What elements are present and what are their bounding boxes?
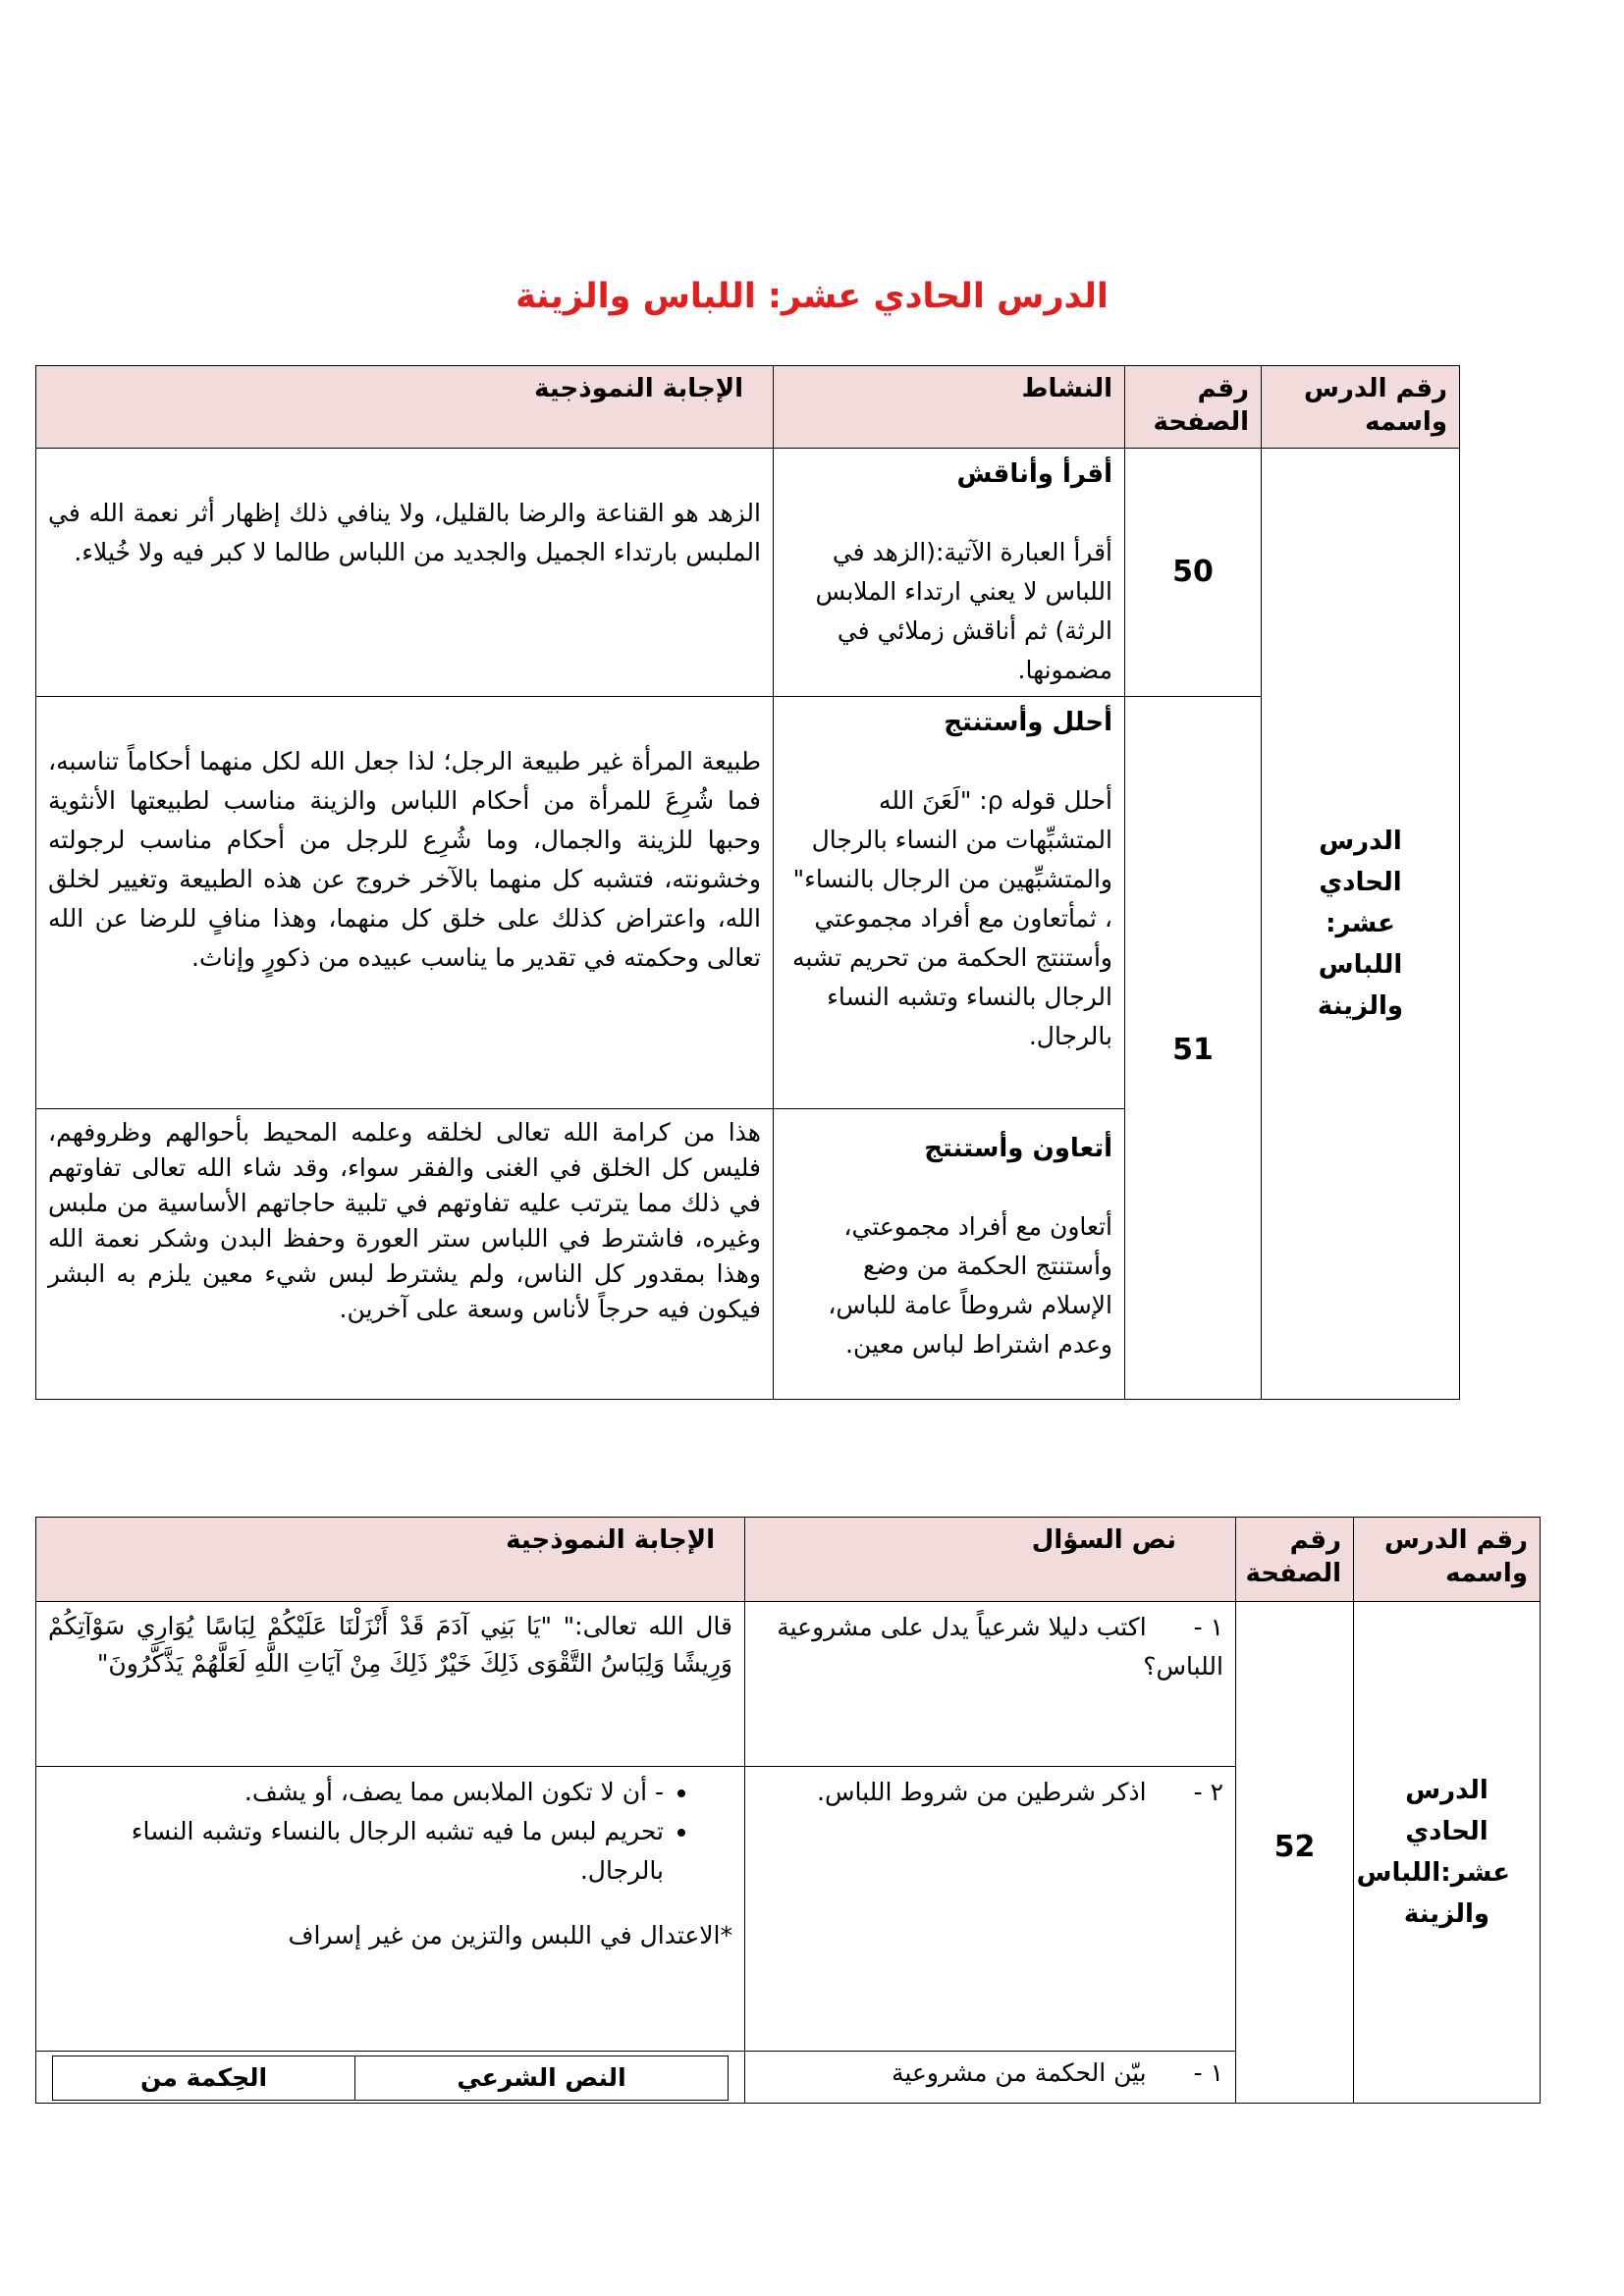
answer-cell [36, 1767, 745, 2052]
subheader-wisdom: الحِكمة من [53, 2056, 355, 2101]
lesson-name: الدرس الحادي عشر: اللباس والزينة [1262, 449, 1460, 1400]
activity-cell [774, 1109, 1125, 1400]
lesson-questions-table [35, 1517, 1541, 2104]
header-lesson: رقم الدرس واسمه [1262, 366, 1460, 449]
answer-subtable [52, 2056, 729, 2101]
answer-note: *الاعتدال في اللبس والتزين من غير إسراف [288, 1921, 732, 1949]
list-item: • تحريم لبس ما فيه تشبه الرجال بالنساء وتشبه النساء بالرجال. [48, 1812, 664, 1891]
lesson-activities-table [35, 365, 1460, 1400]
question-number: ١ - [1193, 1613, 1223, 1641]
activity-text: أتعاون مع أفراد مجموعتي، وأستنتج الحكمة من وضع الإسلام شروطاً عامة للباس، وعدم اشتراط لباس معين. [828, 1212, 1112, 1359]
question-number: ٢ - [1193, 1778, 1223, 1806]
answer-text: قال الله تعالى:" "يَا بَنِي آدَمَ قَدْ أَنْزَلْنَا عَلَيْكُمْ لِبَاسًا يُوَارِي سَوْآتِكُمْ وَرِيشًا وَلِبَاسُ التَّقْوَى ذَلِكَ خَيْرٌ ذَلِكَ مِنْ آيَاتِ اللَّهِ لَعَلَّهُمْ يَذَّكَّرُونَ" [48, 1612, 732, 1678]
question-cell [745, 1602, 1236, 1767]
header-question: نص السؤال [745, 1518, 1236, 1602]
question-cell [745, 2052, 1236, 2104]
activity-text: أقرأ العبارة الآتية:(الزهد في اللباس لا يعني ارتداء الملابس الرثة) ثم أناقش زملائي في مضمونها. [815, 538, 1112, 684]
answer-text: الزهد هو القناعة والرضا بالقليل، ولا ينافي ذلك إظهار أثر نعمة الله في الملبس بارتداء الجميل والجديد من اللباس طالما لا كبر فيه ولا خُيلاء. [48, 499, 761, 566]
question-text: بيّن الحكمة من مشروعية [892, 2058, 1147, 2087]
answer-cell [36, 2052, 745, 2104]
activity-title: أحلل وأستنتج [944, 708, 1112, 737]
header-page: رقم الصفحة [1125, 366, 1262, 449]
page-number: 50 [1125, 449, 1262, 697]
lesson-name: الدرس الحادي عشر:اللباس والزينة [1354, 1602, 1541, 2104]
question-text: اذكر شرطين من شروط اللباس. [817, 1778, 1147, 1806]
header-activity: النشاط [774, 366, 1125, 449]
answer-cell [36, 1602, 745, 1767]
activity-cell [774, 449, 1125, 697]
answer-text: هذا من كرامة الله تعالى لخلقه وعلمه المحيط بأحوالهم وظروفهم، فليس كل الخلق في الغنى والفقر سواء، وقد شاء الله تعالى تفاوتهم في ذلك مما يترتب عليه تفاوتهم في تلبية حاجاتهم الأساسية من ملبس وغيره، فاشترط في اللباس ستر العورة وحفظ البدن وشكر نعمة الله وهذا بمقدور كل الناس، ولم يشترط لبس شيء معين يلزم به البشر فيكون فيه حرجاً لأناس وسعة على آخرين. [48, 1118, 761, 1323]
header-answer: الإجابة النموذجية [36, 366, 774, 449]
activity-cell [774, 697, 1125, 1109]
question-cell [745, 1767, 1236, 2052]
answer-cell [36, 1109, 774, 1400]
header-page: رقم الصفحة [1236, 1518, 1354, 1602]
page-number: 51 [1125, 697, 1262, 1400]
answer-cell [36, 697, 774, 1109]
answer-cell [36, 449, 774, 697]
list-item: • - أن لا تكون الملابس مما يصف، أو يشف. [48, 1773, 664, 1812]
question-text: اكتب دليلا شرعياً يدل على مشروعية اللباس؟ [777, 1613, 1223, 1681]
activity-title: أقرأ وأناقش [956, 459, 1112, 489]
page-title: الدرس الحادي عشر: اللباس والزينة [515, 277, 1109, 316]
answer-bullet-list [48, 1773, 732, 1891]
page-number: 52 [1236, 1602, 1354, 2104]
answer-text: طبيعة المرأة غير طبيعة الرجل؛ لذا جعل الله لكل منهما أحكاماً تناسبه، فما شُرِعَ للمرأة من أحكام اللباس والزينة مناسب لطبيعتها الأنثوية وحبها للزينة والجمال، وما شُرِع للرجل من أحكام مناسب لرجولته وخشونته، فتشبه كل منهما بالآخر خروج عن هذه الطبيعة وتغيير لخلق الله، واعتراض كذلك على خلق كل منهما، وهذا منافٍ للرضا عن الله تعالى وحكمته في تقدير ما يناسب عبيده من ذكورٍ وإناث. [48, 747, 761, 972]
activity-text: أحلل قوله ρ: "لَعَنَ الله المتشبِّهات من النساء بالرجال والمتشبِّهين من الرجال بالنساء" ، ثمأتعاون مع أفراد مجموعتي وأستنتج الحكمة من تحريم تشبه الرجال بالنساء وتشبه النساء بالرجال. [791, 786, 1112, 1050]
header-answer: الإجابة النموذجية [36, 1518, 745, 1602]
activity-title: أتعاون وأستنتج [924, 1134, 1112, 1163]
subheader-text: النص الشرعي [355, 2056, 729, 2101]
question-number: ١ - [1193, 2058, 1223, 2087]
header-lesson: رقم الدرس واسمه [1354, 1518, 1541, 1602]
